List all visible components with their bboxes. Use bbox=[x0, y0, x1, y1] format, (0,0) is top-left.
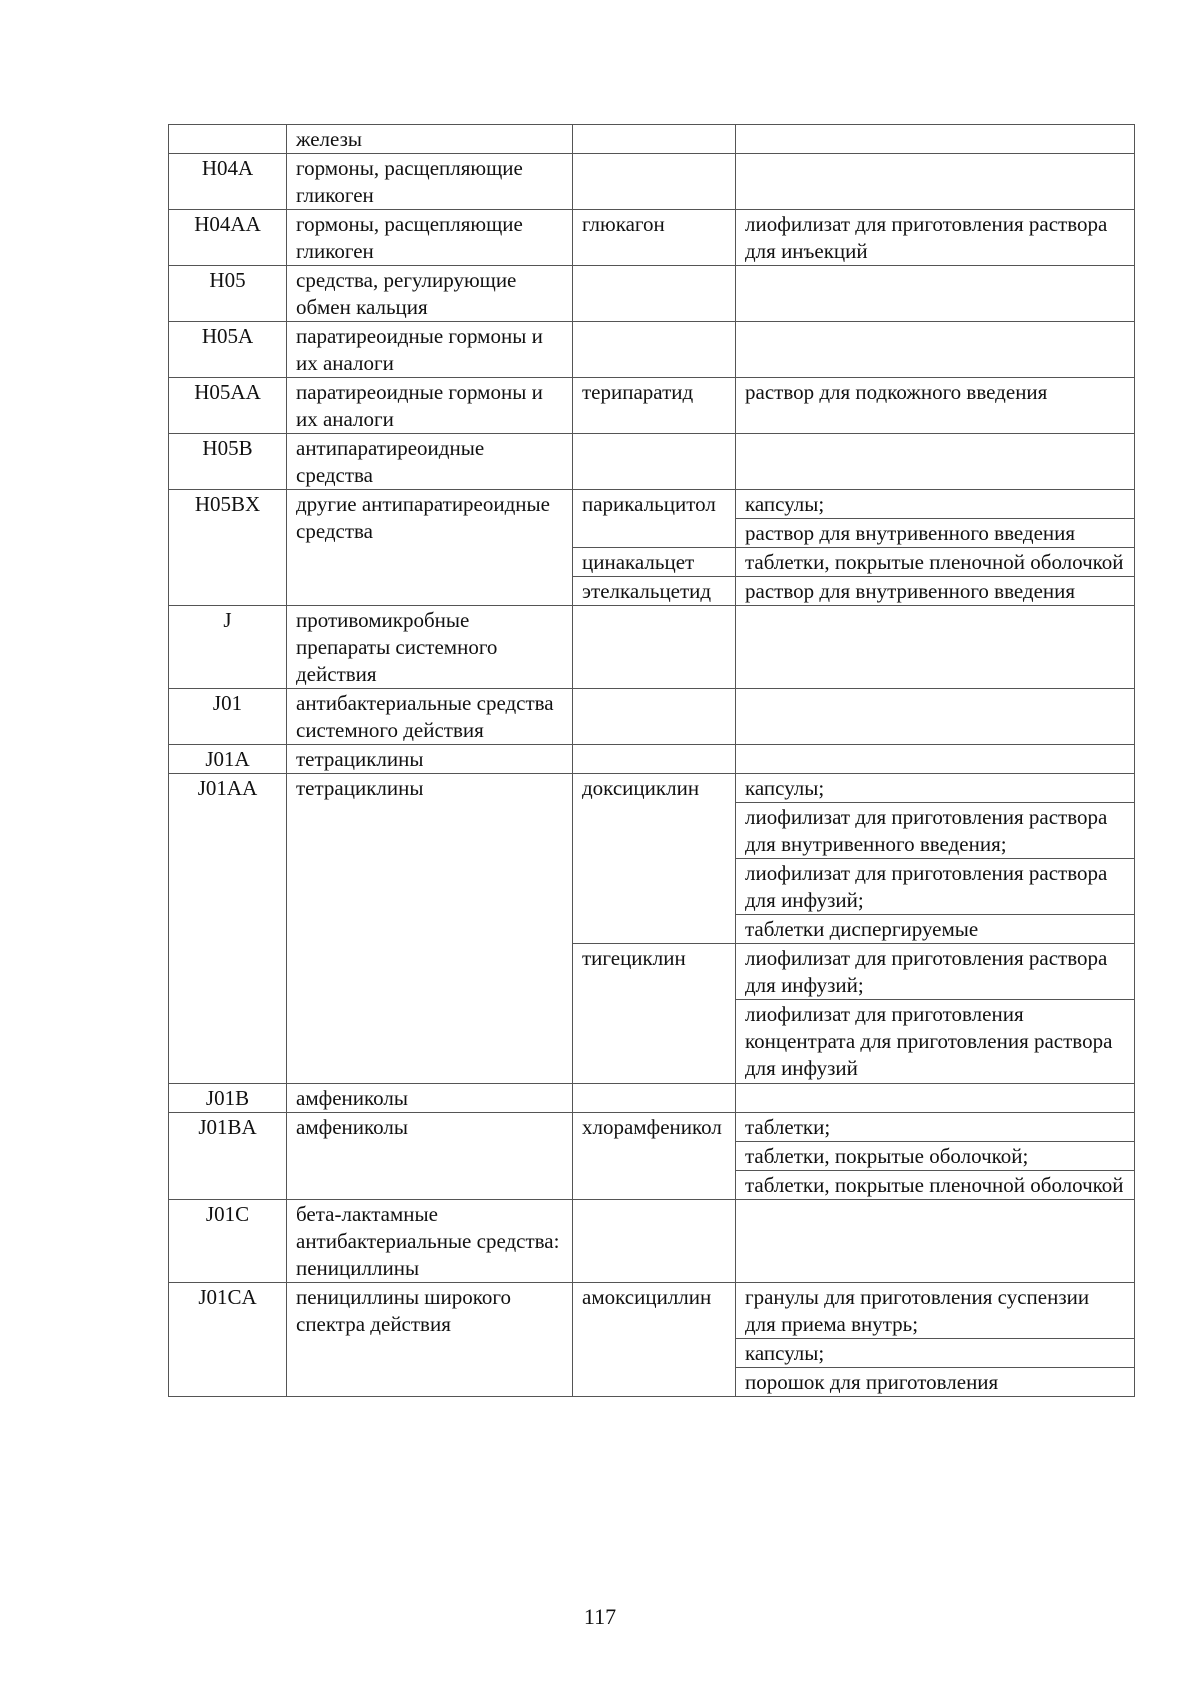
atc-code-cell: J01AA bbox=[169, 774, 287, 1084]
drug-name bbox=[573, 322, 735, 350]
anatomical-therapeutic-group-cell: амфениколы bbox=[287, 1113, 573, 1200]
dosage-form: раствор для подкожного введения bbox=[745, 380, 1048, 404]
table-row bbox=[169, 1200, 1135, 1283]
anatomical-therapeutic-group-cell: пенициллины широкого спектра действия bbox=[287, 1283, 573, 1397]
table-row bbox=[169, 210, 1135, 266]
drug-name-cell bbox=[573, 125, 736, 154]
dosage-form-cell bbox=[736, 154, 1135, 210]
dosage-form bbox=[736, 1084, 1134, 1112]
table-row bbox=[169, 490, 1135, 606]
anatomical-therapeutic-group-cell: антипаратиреоидные средства bbox=[287, 434, 573, 490]
anatomical-therapeutic-group-cell: железы bbox=[287, 125, 573, 154]
dosage-form-cell bbox=[736, 1084, 1135, 1113]
dosage-form: капсулы; bbox=[736, 1338, 1134, 1367]
atc-code-cell: H04A bbox=[169, 154, 287, 210]
drug-name-cell bbox=[573, 1200, 736, 1283]
anatomical-therapeutic-group-cell: тетрациклины bbox=[287, 774, 573, 1084]
anatomical-therapeutic-group-cell: противомикробные препараты системного действия bbox=[287, 606, 573, 689]
atc-code-cell: J01C bbox=[169, 1200, 287, 1283]
drug-name: этелкальцетид bbox=[573, 576, 735, 605]
dosage-form bbox=[736, 745, 1134, 773]
atc-code-cell bbox=[169, 125, 287, 154]
drug-name bbox=[573, 689, 735, 717]
dosage-form: лиофилизат для приготовления раствора для инфузий; bbox=[736, 858, 1134, 914]
atc-code-cell: H05BX bbox=[169, 490, 287, 606]
drug-name-cell bbox=[573, 322, 736, 378]
anatomical-therapeutic-group-cell: тетрациклины bbox=[287, 745, 573, 774]
drug-name-cell bbox=[573, 210, 736, 266]
anatomical-therapeutic-group-cell: амфениколы bbox=[287, 1084, 573, 1113]
dosage-form: таблетки, покрытые пленочной оболочкой bbox=[736, 547, 1134, 576]
anatomical-therapeutic-group-cell: средства, регулирующие обмен кальция bbox=[287, 266, 573, 322]
dosage-form-cell bbox=[736, 1200, 1135, 1283]
drug-name bbox=[573, 266, 735, 294]
anatomical-therapeutic-group-cell: гормоны, расщепляющие гликоген bbox=[287, 154, 573, 210]
atc-code-cell: J01 bbox=[169, 689, 287, 745]
dosage-form-cell bbox=[736, 434, 1135, 490]
drug-name-cell bbox=[573, 606, 736, 689]
atc-code-cell: H05AA bbox=[169, 378, 287, 434]
atc-code-cell: J01B bbox=[169, 1084, 287, 1113]
drug-name bbox=[573, 1200, 735, 1228]
atc-code-cell: H05A bbox=[169, 322, 287, 378]
atc-code-cell: J bbox=[169, 606, 287, 689]
dosage-form: гранулы для приготовления суспензии для приема внутрь; bbox=[745, 1285, 1090, 1336]
dosage-form-cell bbox=[736, 1113, 1135, 1200]
anatomical-therapeutic-group-cell: паратиреоидные гормоны и их аналоги bbox=[287, 378, 573, 434]
dosage-form-cell bbox=[736, 125, 1135, 154]
drug-name: терипаратид bbox=[582, 380, 694, 404]
table-row bbox=[169, 745, 1135, 774]
dosage-form: капсулы; bbox=[745, 492, 825, 516]
drug-name-cell bbox=[573, 1113, 736, 1200]
drug-name-cell bbox=[573, 490, 736, 606]
dosage-form bbox=[736, 125, 1134, 153]
table-row bbox=[169, 1283, 1135, 1397]
dosage-form: таблетки, покрытые оболочкой; bbox=[736, 1141, 1134, 1170]
dosage-form: капсулы; bbox=[745, 776, 825, 800]
dosage-form bbox=[736, 322, 1134, 350]
dosage-form-cell bbox=[736, 1283, 1135, 1397]
dosage-form: таблетки; bbox=[745, 1115, 831, 1139]
dosage-form bbox=[736, 606, 1134, 634]
atc-code-cell: J01BA bbox=[169, 1113, 287, 1200]
dosage-form bbox=[736, 689, 1134, 717]
drug-name-cell bbox=[573, 1283, 736, 1397]
drug-name: цинакальцет bbox=[573, 547, 735, 576]
dosage-form: таблетки диспергируемые bbox=[736, 914, 1134, 943]
table-row bbox=[169, 378, 1135, 434]
dosage-form-cell bbox=[736, 378, 1135, 434]
table-row bbox=[169, 154, 1135, 210]
drug-name bbox=[573, 1084, 735, 1112]
drug-name: тигециклин bbox=[573, 943, 735, 1083]
drug-name bbox=[573, 606, 735, 634]
dosage-form-cell bbox=[736, 606, 1135, 689]
atc-code-cell: H05B bbox=[169, 434, 287, 490]
dosage-form bbox=[736, 154, 1134, 182]
drug-name: доксициклин bbox=[582, 776, 700, 800]
atc-code-cell: J01A bbox=[169, 745, 287, 774]
dosage-form: раствор для внутривенного введения bbox=[736, 576, 1134, 605]
dosage-form: таблетки, покрытые пленочной оболочкой bbox=[736, 1170, 1134, 1199]
drug-name-cell bbox=[573, 154, 736, 210]
dosage-form: лиофилизат для приготовления раствора для инъекций bbox=[745, 212, 1108, 263]
drug-classification-table bbox=[168, 124, 1135, 1397]
dosage-form: раствор для внутривенного введения bbox=[736, 518, 1134, 547]
table-row bbox=[169, 266, 1135, 322]
anatomical-therapeutic-group-cell: гормоны, расщепляющие гликоген bbox=[287, 210, 573, 266]
drug-name: глюкагон bbox=[582, 212, 665, 236]
dosage-form: лиофилизат для приготовления раствора для внутривенного введения; bbox=[736, 802, 1134, 858]
table-row bbox=[169, 322, 1135, 378]
drug-name-cell bbox=[573, 1084, 736, 1113]
page-number: 117 bbox=[583, 1604, 617, 1629]
atc-code-cell: J01CA bbox=[169, 1283, 287, 1397]
dosage-form: порошок для приготовления bbox=[736, 1367, 1134, 1396]
drug-name bbox=[573, 154, 735, 182]
drug-name: хлорамфеникол bbox=[582, 1115, 722, 1139]
drug-name-cell bbox=[573, 378, 736, 434]
dosage-form bbox=[736, 266, 1134, 294]
drug-name bbox=[573, 434, 735, 462]
dosage-form-cell bbox=[736, 745, 1135, 774]
drug-name-cell bbox=[573, 745, 736, 774]
dosage-form-cell bbox=[736, 689, 1135, 745]
dosage-form-cell bbox=[736, 210, 1135, 266]
dosage-form-cell bbox=[736, 322, 1135, 378]
dosage-form bbox=[736, 1200, 1134, 1228]
dosage-form bbox=[736, 434, 1134, 462]
drug-name-cell bbox=[573, 689, 736, 745]
table-row bbox=[169, 125, 1135, 154]
anatomical-therapeutic-group-cell: паратиреоидные гормоны и их аналоги bbox=[287, 322, 573, 378]
anatomical-therapeutic-group-cell: антибактериальные средства системного действия bbox=[287, 689, 573, 745]
drug-name bbox=[573, 125, 735, 153]
dosage-form: лиофилизат для приготовления раствора для инфузий; bbox=[736, 943, 1134, 999]
table-row bbox=[169, 774, 1135, 1084]
dosage-form-cell bbox=[736, 490, 1135, 606]
table-row bbox=[169, 1084, 1135, 1113]
drug-name: парикальцитол bbox=[582, 492, 716, 516]
atc-code-cell: H05 bbox=[169, 266, 287, 322]
dosage-form: лиофилизат для приготовления концентрата для приготовления раствора для инфузий bbox=[736, 999, 1134, 1082]
anatomical-therapeutic-group-cell: другие антипаратиреоидные средства bbox=[287, 490, 573, 606]
drug-name bbox=[573, 745, 735, 773]
table-row bbox=[169, 434, 1135, 490]
table-row bbox=[169, 689, 1135, 745]
drug-name-cell bbox=[573, 434, 736, 490]
drug-name-cell bbox=[573, 266, 736, 322]
drug-name-cell bbox=[573, 774, 736, 1084]
table-row bbox=[169, 606, 1135, 689]
table-row bbox=[169, 1113, 1135, 1200]
dosage-form-cell bbox=[736, 774, 1135, 1084]
dosage-form-cell bbox=[736, 266, 1135, 322]
drug-name: амоксициллин bbox=[582, 1285, 712, 1309]
atc-code-cell: H04AA bbox=[169, 210, 287, 266]
anatomical-therapeutic-group-cell: бета-лактамные антибактериальные средства: пенициллины bbox=[287, 1200, 573, 1283]
